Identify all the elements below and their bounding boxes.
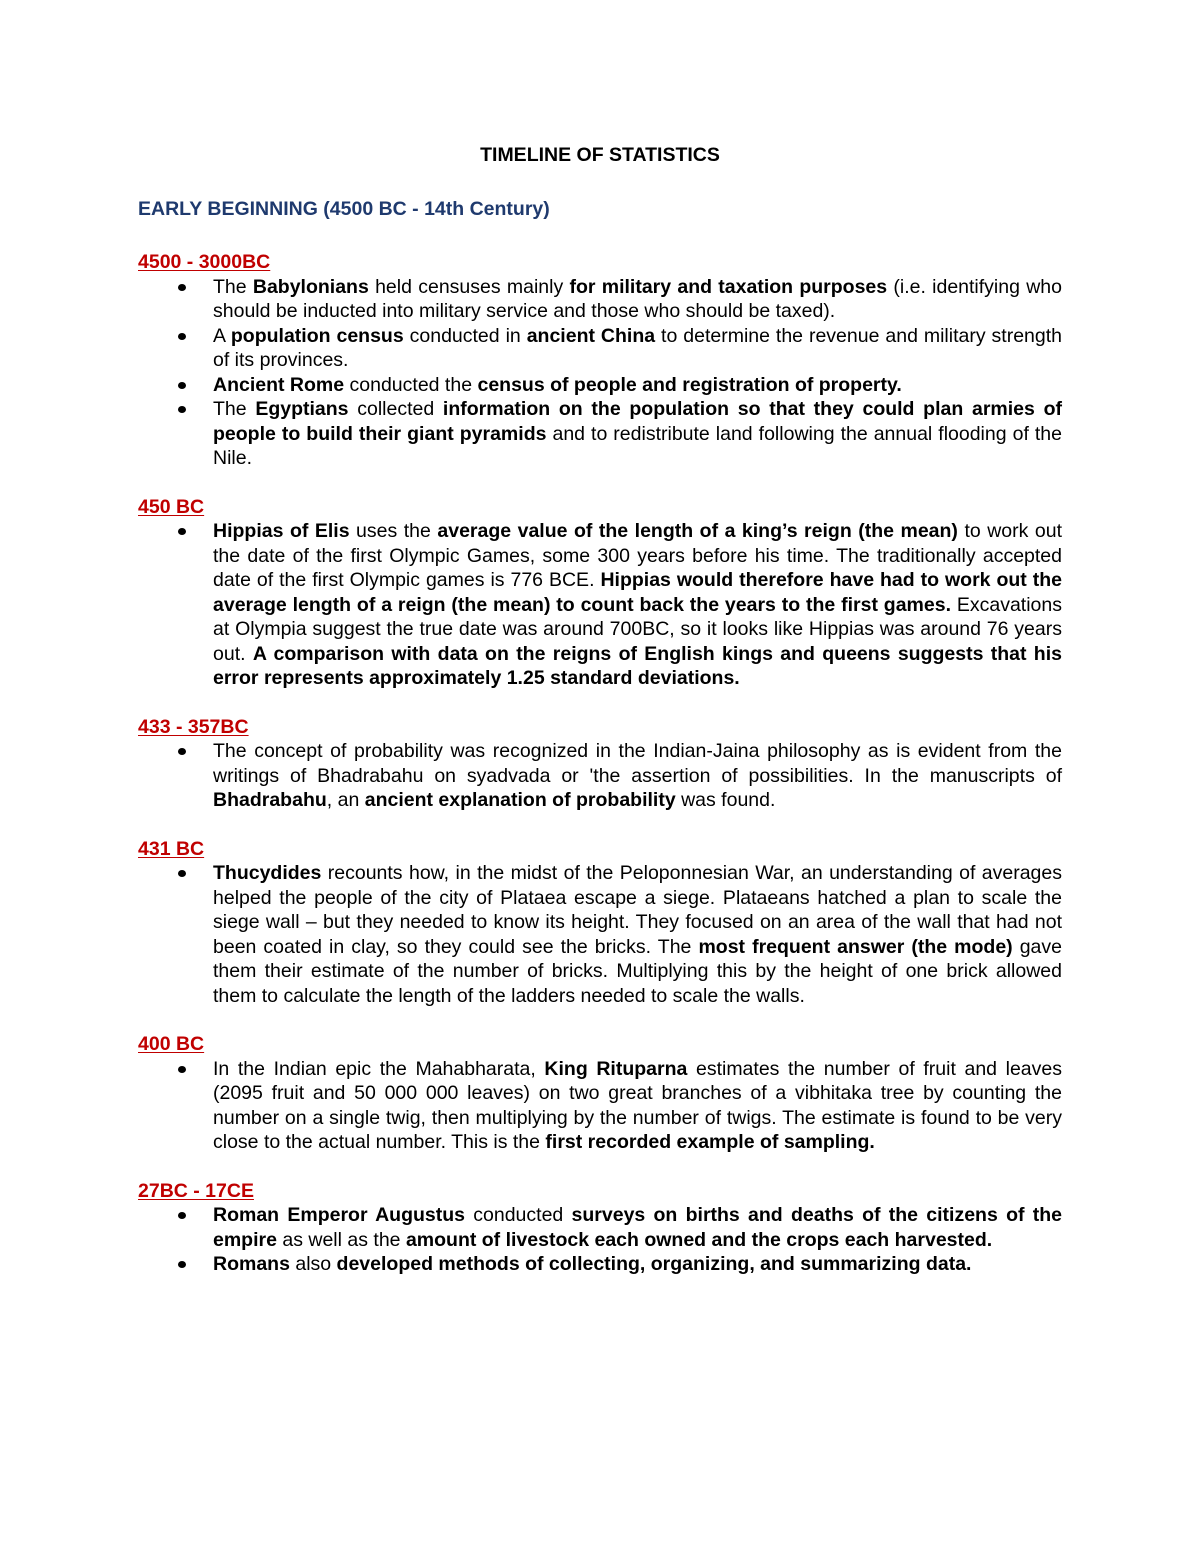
text-run: to determine the revenue and military strength of its provinces. xyxy=(213,324,1063,371)
bold-text: ancient China xyxy=(526,324,656,347)
page-title: TIMELINE OF STATISTICS xyxy=(480,144,720,166)
bold-text: Bhadrabahu xyxy=(213,789,327,811)
timeline-entry xyxy=(138,250,1062,471)
bold-text: Ancient Rome xyxy=(213,373,345,396)
section-heading: EARLY BEGINNING (4500 BC - 14th Century) xyxy=(138,198,550,220)
bullet-list xyxy=(138,519,1062,691)
list-item xyxy=(138,1203,1062,1252)
text-run: gave them their estimate of the number of bricks. Multiplying this by the height of one brick allowed them to calculate the length of the ladders needed to scale the walls. xyxy=(213,935,1063,1007)
bold-text: Thucydides xyxy=(213,862,322,884)
text-run: recounts how, in the midst of the Peloponnesian War, an understanding of averages helped the people of the city of Plataea escape a siege. Plataeans hatched a plan to scale the siege wall – but they needed to know its height. They focused on an area of the wall that had not been coated in clay, so they could see the bricks. The xyxy=(213,862,1062,958)
text-run: uses the xyxy=(349,520,438,542)
text-run: to work out the date of the first Olympic Games, some 300 years before his time. The traditionally accepted date of the first Olympic games is 776 BCE. xyxy=(213,520,1063,591)
list-item xyxy=(138,861,1062,1008)
bold-text: for military and taxation purposes xyxy=(569,275,888,298)
year-heading: 27BC - 17CE xyxy=(138,1179,254,1202)
bold-text: information on the population so that they could plan armies of people to build their giant pyramids xyxy=(213,398,1062,445)
list-item xyxy=(138,275,1062,324)
bullet-dot-icon xyxy=(178,382,186,389)
text-run: The concept of probability was recognized in the Indian-Jaina philosophy as is evident from the writings of Bhadrabahu on syadvada or 'the assertion of possibilities. In the manuscripts of xyxy=(213,740,1062,787)
text-run: held censuses mainly xyxy=(368,275,570,298)
text-run: conducted the xyxy=(344,373,478,396)
timeline-entry xyxy=(138,1032,1062,1155)
timeline-entry xyxy=(138,715,1062,813)
text-run: collected xyxy=(348,398,443,420)
timeline-entry xyxy=(138,837,1062,1009)
bold-text: Hippias would therefore have had to work out the average length of a reign (the mean) to count back the years to the first games. xyxy=(213,569,1062,616)
bullet-dot-icon xyxy=(178,406,186,413)
bold-text: first recorded example of sampling. xyxy=(545,1131,875,1153)
bullet-dot-icon xyxy=(178,870,186,877)
bold-text: Roman Emperor Augustus xyxy=(213,1204,465,1226)
bullet-dot-icon xyxy=(178,284,186,291)
timeline-entry xyxy=(138,495,1062,691)
text-run: conducted xyxy=(465,1204,572,1226)
bold-text: ancient explanation of probability xyxy=(364,789,676,811)
text-run: as well as the xyxy=(276,1228,406,1251)
list-item xyxy=(138,373,1062,398)
bold-text: surveys on births and deaths of the citizens of the empire xyxy=(213,1204,1062,1251)
bold-text: Romans xyxy=(213,1253,290,1275)
text-run: (i.e. identifying who should be inducted into military service and those who should be taxed). xyxy=(213,275,1062,322)
year-heading: 433 - 357BC xyxy=(138,715,249,738)
text-run: was found. xyxy=(675,789,776,811)
bullet-dot-icon xyxy=(178,333,186,340)
list-item xyxy=(138,739,1062,813)
bold-text: Hippias of Elis xyxy=(213,520,350,542)
text-run: , an xyxy=(326,789,365,811)
year-heading: 4500 - 3000BC xyxy=(138,251,271,273)
list-item xyxy=(138,397,1062,471)
text-run: conducted in xyxy=(403,324,527,347)
text-run: A xyxy=(213,324,231,347)
bold-text: Egyptians xyxy=(255,398,349,420)
bold-text: developed methods of collecting, organizing, and summarizing data. xyxy=(336,1253,972,1275)
year-heading: 450 BC xyxy=(138,495,205,518)
bold-text: amount of livestock each owned and the crops each harvested. xyxy=(405,1228,993,1251)
text-run: The xyxy=(213,398,256,420)
list-item xyxy=(138,519,1062,691)
bold-text: Babylonians xyxy=(252,275,369,298)
bullet-list xyxy=(138,1203,1062,1277)
bold-text: population census xyxy=(230,324,404,347)
bullet-dot-icon xyxy=(178,528,186,535)
bullet-list xyxy=(138,275,1062,471)
bullet-dot-icon xyxy=(178,748,186,755)
year-heading: 431 BC xyxy=(138,837,205,860)
text-run: The xyxy=(213,275,253,298)
bold-text: census of people and registration of property. xyxy=(477,373,902,396)
list-item xyxy=(138,1057,1062,1155)
year-heading: 400 BC xyxy=(138,1033,205,1055)
bullet-list xyxy=(138,1057,1062,1155)
bold-text: King Rituparna xyxy=(544,1057,688,1080)
bullet-dot-icon xyxy=(178,1066,186,1073)
bullet-list xyxy=(138,739,1062,813)
text-run: Excavations at Olympia suggest the true date was around 700BC, so it looks like Hippias was around 76 years out. xyxy=(213,593,1062,665)
bullet-dot-icon xyxy=(178,1212,186,1219)
list-item xyxy=(138,1252,1062,1277)
text-run: In the Indian epic the Mahabharata, xyxy=(213,1057,545,1080)
text-run: estimates the number of fruit and leaves (2095 fruit and 50 000 000 leaves) on two great branches of a vibhitaka tree by counting the number on a single twig, then multiplying by the number of twigs. The estimate is found to be very close to the actual number. This is the xyxy=(213,1057,1062,1153)
list-item xyxy=(138,324,1062,373)
text-run: also xyxy=(289,1253,337,1275)
bold-text: most frequent answer (the mode) xyxy=(698,935,1013,958)
text-run: and to redistribute land following the annual flooding of the Nile. xyxy=(213,422,1062,469)
timeline-entry xyxy=(138,1179,1062,1277)
bullet-list xyxy=(138,861,1062,1008)
bold-text: average value of the length of a king’s reign (the mean) xyxy=(437,520,958,542)
timeline-entries xyxy=(138,250,1062,1277)
bullet-dot-icon xyxy=(178,1261,186,1268)
bold-text: A comparison with data on the reigns of English kings and queens suggests that his error represents approximately 1.25 standard deviations. xyxy=(213,642,1062,689)
